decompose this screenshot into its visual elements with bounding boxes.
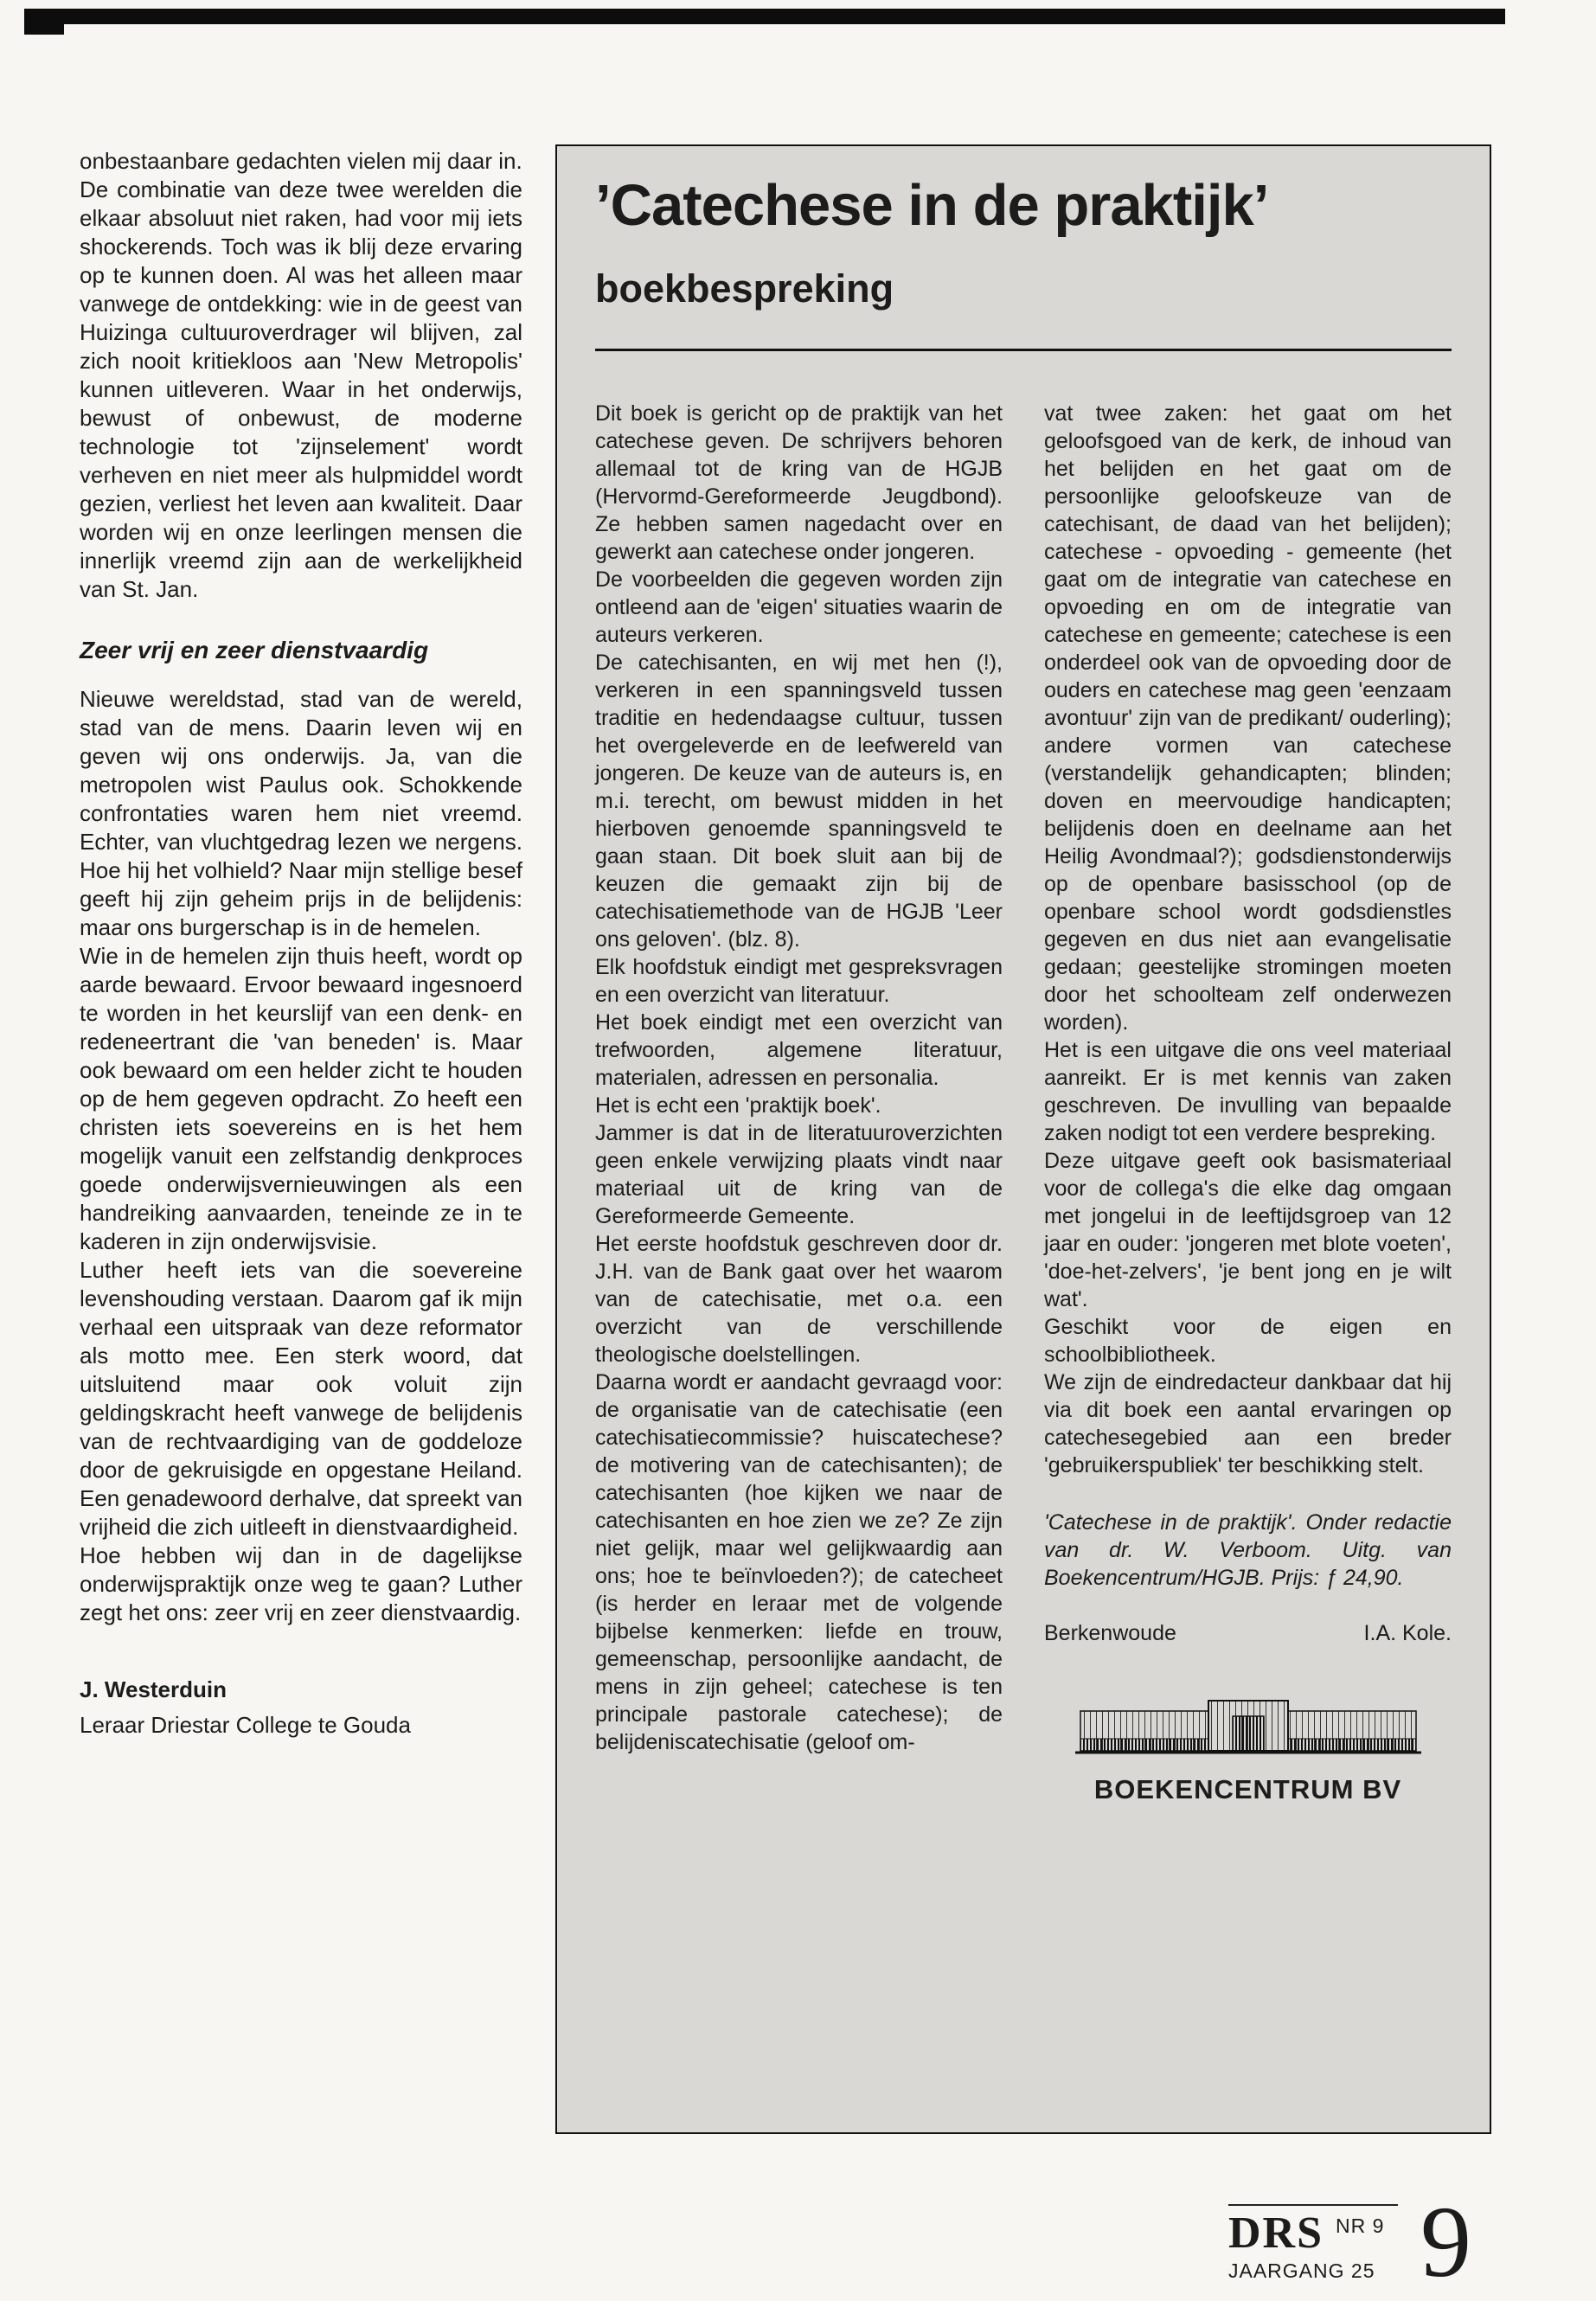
- paragraph: Het eerste hoofdstuk geschreven door dr. J.H. van de Bank gaat over het waarom van de catechisatie, met o.a. een overzicht van de verschillende theologische doelstellingen.: [595, 1231, 1003, 1367]
- article-intro: [80, 147, 522, 604]
- book-colophon: 'Catechese in de praktijk'. Onder redactie van dr. W. Verboom. Uitg. van Boekencentrum/HGJB. Prijs: ƒ 24,90.: [1044, 1509, 1452, 1590]
- review-column-2: [1044, 400, 1452, 1804]
- paragraph: Nieuwe wereldstad, stad van de wereld, stad van de mens. Daarin leven wij en geven wij ons onderwijs. Ja, van die metropolen wist Paulus ook. Schokkende confrontaties waren hem niet vreemd. Echter, van vluchtgedrag lezen we nergens. Hoe hij het volhield? Naar mijn stellige besef geeft hij zijn geheim prijs in de belijdenis: maar ons burgerschap is in de hemelen.: [80, 686, 522, 940]
- paragraph: vat twee zaken: het gaat om het geloofsgoed van de kerk, de inhoud van het belijden en het gaat om de persoonlijke geloofskeuze van de catechisant, de daad van het belijden); catechese - opvoeding - gemeente (het gaat om de integratie van catechese en opvoeding en om de integratie van catechese en gemeente; catechese is een onderdeel ook van de opvoeding door de ouders en catechese mag geen 'eenzaam avontuur' zijn van de predikant/ ouderling); andere vormen van catechese (verstandelijk gehandicapten; blinden; doven en meervoudige handicapten; belijdenis doen en deelname aan het Heilig Avondmaal?); godsdienstonderwijs op de openbare basisschool (op de openbare school wordt godsdienstles gegeven en dus niet aan evangelisatie gedaan; geestelijke stromingen moeten door het schoolteam zelf onderwezen worden).: [1044, 401, 1452, 1035]
- page-number: 9: [1420, 2185, 1471, 2298]
- paragraph: Het is echt een 'praktijk boek'.: [595, 1093, 881, 1118]
- issue-number: NR 9: [1336, 2214, 1385, 2237]
- paragraph: De catechisanten, en wij met hen (!), verkeren in een spanningsveld tussen traditie en hedendaagse cultuur, tussen het overgeleverde en de leefwereld van jongeren. De keuze van de auteurs is, en m.i. terecht, om bewust midden in het hierboven genoemde spanningsveld te gaan staan. Dit boek sluit aan bij de keuzen die gemaakt zijn bij de catechisatiemethode van de HGJB 'Leer ons geloven'. (blz. 8).: [595, 650, 1003, 952]
- paragraph: We zijn de eindredacteur dankbaar dat hij via dit boek een aantal ervaringen op catechesegebied aan een breder 'gebruikerspubliek' ter beschikking stelt.: [1044, 1369, 1452, 1477]
- paragraph: Geschikt voor de eigen en schoolbibliotheek.: [1044, 1314, 1452, 1367]
- review-subtitle: boekbespreking: [595, 266, 894, 311]
- review-column-1: [595, 400, 1003, 1804]
- review-columns: [595, 400, 1452, 1804]
- paragraph: Het is een uitgave die ons veel materiaal aanreikt. Er is met kennis van zaken geschreven. De invulling van bepaalde zaken nodigt tot een verdere bespreking.: [1044, 1037, 1452, 1145]
- paragraph: De combinatie van deze twee werelden die elkaar absoluut niet raken, had voor mij iets shockerends. Toch was ik blij deze ervaring op te kunnen doen. Al was het alleen maar vanwege de ontdekking: wie in de geest van Huizinga cultuuroverdrager wil blijven, zal zich nooit kritiekloos aan 'New Metropolis' kunnen uitleveren. Waar in het onderwijs, bewust of onbewust, de moderne technologie tot 'zijnselement' wordt verheven en niet meer als hulpmiddel wordt gezien, verliest het leven aan kwaliteit. Daar worden wij en onze leerlingen mensen die innerlijk vreemd zijn aan de werkelijkheid van St. Jan.: [80, 176, 522, 602]
- paragraph: onbestaanbare gedachten vielen mij daar in.: [80, 148, 522, 174]
- building-icon: [1075, 1689, 1421, 1771]
- paragraph: Het boek eindigt met een overzicht van trefwoorden, algemene literatuur, materialen, adressen en personalia.: [595, 1009, 1003, 1090]
- author-block: [80, 1676, 522, 1740]
- article-section-body: [80, 685, 522, 1627]
- review-divider-rule: [595, 349, 1452, 351]
- review-place: Berkenwoude: [1044, 1620, 1176, 1645]
- journal-imprint: [1228, 2204, 1398, 2283]
- journal-name: DRS: [1228, 2208, 1324, 2258]
- paragraph: Luther heeft iets van die soevereine levenshouding verstaan. Daarom gaf ik mijn verhaal een uitspraak van deze reformator als motto mee. Een sterk woord, dat uitsluitend maar ook voluit zijn geldingskracht heeft vanwege de belijdenis van de rechtvaardiging van de goddeloze door de gekruisigde en opgestane Heiland. Een genadewoord derhalve, dat spreekt van vrijheid die zich uitleeft in dienstvaardigheid.: [80, 1257, 522, 1540]
- volume-label: JAARGANG 25: [1228, 2259, 1375, 2282]
- page-top-rule: [24, 9, 1505, 24]
- book-review-box: [555, 144, 1491, 2134]
- paragraph: Jammer is dat in de literatuuroverzichten geen enkele verwijzing plaats vindt naar materiaal uit de kring van de Gereformeerde Gemeente.: [595, 1120, 1003, 1228]
- paragraph: Deze uitgave geeft ook basismateriaal voor de collega's die elke dag omgaan met jongelui in de leeftijdsgroep van 12 jaar en ouder: 'jongeren met blote voeten', 'doe-het-zelvers', 'je bent jong en je wilt wat'.: [1044, 1148, 1452, 1311]
- page-footer: [1228, 2185, 1514, 2298]
- paragraph: Daarna wordt er aandacht gevraagd voor: de organisatie van de catechisatie (een catechisatiecommissie? huiscatechese? de motivering van de catechisanten); de catechisanten (hoe kijken we naar de catechisanten en hoe zien we ze? Ze zijn niet gelijk, maar wel gelijkwaardig aan ons; hoe te beïnvloeden?); de catecheet (is herder en leraar met de volgende bijbelse kenmerken: liefde en trouw, gemeenschap, persoonlijke aandacht, de mens in zijn geheel; catechese is ten principale pastorale catechese); de belijdeniscatechisatie (geloof om-: [595, 1369, 1003, 1754]
- paragraph: Hoe hebben wij dan in de dagelijkse onderwijspraktijk onze weg te gaan? Luther zegt het ons: zeer vrij en zeer dienstvaardig.: [80, 1542, 522, 1625]
- paragraph: Elk hoofdstuk eindigt met gespreksvragen en een overzicht van literatuur.: [595, 954, 1003, 1007]
- paragraph: Dit boek is gericht op de praktijk van het catechese geven. De schrijvers behoren allemaal tot de kring van de HGJB (Hervormd-Gereformeerde Jeugdbond). Ze hebben samen nagedacht over en gewerkt aan catechese onder jongeren.: [595, 401, 1003, 564]
- review-column-2-body: [1044, 400, 1452, 1479]
- journal-issue-row: [1228, 2208, 1398, 2258]
- paragraph: Wie in de hemelen zijn thuis heeft, wordt op aarde bewaard. Ervoor bewaard ingesnoerd te worden in het keurslijf van een denk- en redeneertrant die 'van beneden' is. Maar ook bewaard om een helder zicht te houden op de hem gegeven opdracht. Zo heeft een christen iets soevereins en is het hem mogelijk vanuit een zelfstandig denkproces goede onderwijsvernieuwingen als een handreiking aanvaarden, teneinde ze in te kaderen in zijn onderwijsvisie.: [80, 943, 522, 1254]
- boekencentrum-logo: [1075, 1689, 1421, 1804]
- page-top-corner-mark: [24, 9, 64, 35]
- author-role: Leraar Driestar College te Gouda: [80, 1712, 411, 1738]
- review-title: ’Catechese in de praktijk’: [595, 173, 1269, 238]
- publisher-name: BOEKENCENTRUM BV: [1093, 1773, 1402, 1804]
- author-name: J. Westerduin: [80, 1676, 228, 1702]
- signature-row: [1044, 1619, 1452, 1647]
- paragraph: De voorbeelden die gegeven worden zijn ontleend aan de 'eigen' situaties waarin de auteurs verkeren.: [595, 567, 1003, 647]
- reviewer-name: I.A. Kole.: [1363, 1620, 1452, 1645]
- section-heading: Zeer vrij en zeer dienstvaardig: [80, 637, 429, 663]
- left-article-column: [80, 147, 522, 1740]
